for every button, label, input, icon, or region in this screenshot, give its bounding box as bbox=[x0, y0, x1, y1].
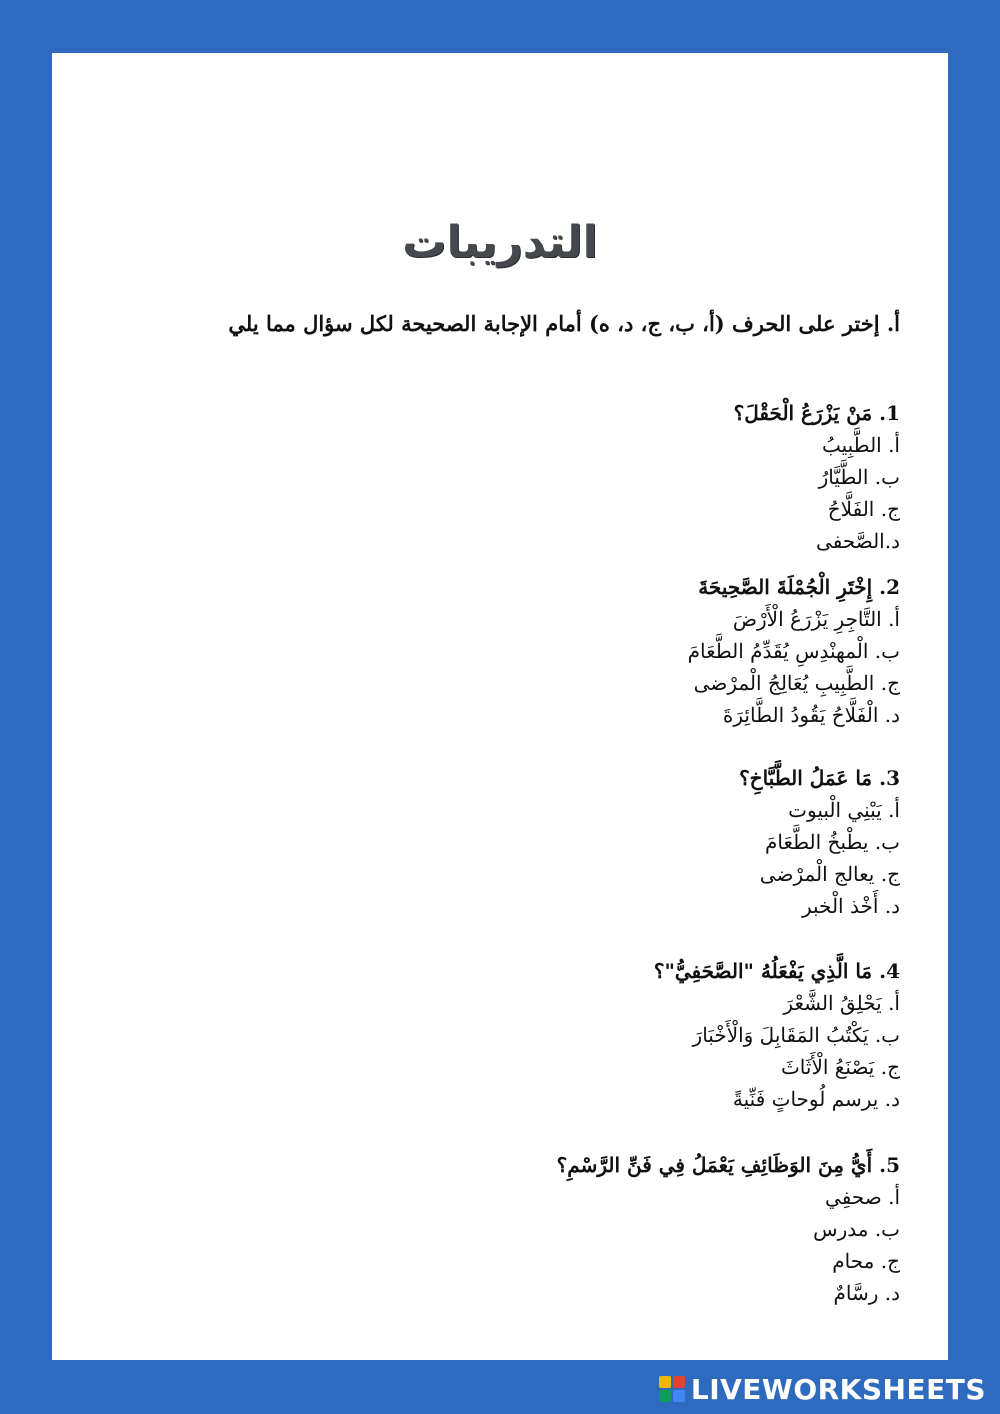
option-d[interactable]: د. الْفَلَّاحُ يَقُودُ الطَّائِرَةَ bbox=[722, 703, 900, 727]
option-c[interactable]: ج. الطَّبِيبِ يُعَالِجُ الْمرْضى bbox=[693, 671, 900, 695]
logo-square-2 bbox=[673, 1376, 685, 1388]
option-b[interactable]: ب. يطْبخُ الطَّعَامَ bbox=[765, 830, 900, 854]
option-b[interactable]: ب. الْمهنْدِسِ يُقَدِّمُ الطَّعَامَ bbox=[687, 639, 900, 663]
option-c[interactable]: ج. يَصْنَعُ الْأَثَاثَ bbox=[780, 1055, 900, 1079]
brand-text: LIVEWORKSHEETS bbox=[690, 1372, 986, 1406]
option-a[interactable]: أ. الطَّبِيبُ bbox=[821, 433, 900, 457]
question-text: 2. إِخْتَرِ الْجُمْلَةَ الصَّحِيحَةَ bbox=[698, 575, 900, 599]
liveworksheets-branding[interactable] bbox=[659, 1372, 986, 1406]
question-4 bbox=[340, 955, 900, 1115]
question-text: 4. مَا الَّذِي يَفْعَلُهُ "الصَّحَفِيُّ"؟ bbox=[653, 959, 900, 983]
instruction-text: أ. إختر على الحرف (أ، ب، ج، د، ه) أمام الإجابة الصحيحة لكل سؤال مما يلي bbox=[228, 311, 900, 336]
question-2 bbox=[340, 571, 900, 731]
question-3 bbox=[340, 762, 900, 922]
option-a[interactable]: أ. يَبْنِي الْبيوت bbox=[788, 798, 900, 822]
logo-square-3 bbox=[659, 1390, 671, 1402]
option-c[interactable]: ج. الفَلَّاحُ bbox=[827, 497, 900, 521]
option-a[interactable]: أ. التَّاجِرِ يَزْرَعُ الْأَرْضَ bbox=[732, 607, 900, 631]
option-c[interactable]: ج. محام bbox=[832, 1249, 900, 1273]
option-c[interactable]: ج. يعالج الْمرْضى bbox=[759, 862, 900, 886]
question-text: 3. مَا عَمَلُ الطَّبَّاخِ؟ bbox=[739, 766, 900, 790]
option-a[interactable]: أ. صحفِي bbox=[825, 1185, 900, 1209]
option-d[interactable]: د. أَخْذ الْخبر bbox=[801, 894, 900, 918]
question-1 bbox=[340, 397, 900, 557]
option-a[interactable]: أ. يَحْلِقُ الشَّعْرَ bbox=[783, 991, 900, 1015]
option-b[interactable]: ب. الطَّيَّارُ bbox=[818, 465, 900, 489]
question-5 bbox=[340, 1149, 900, 1309]
option-b[interactable]: ب. مدرس bbox=[813, 1217, 900, 1241]
liveworksheets-logo-icon bbox=[659, 1376, 685, 1402]
question-text: 1. مَنْ يَزْرَعُ الْحَقْلَ؟ bbox=[733, 401, 900, 425]
worksheet-page bbox=[52, 53, 948, 1360]
option-b[interactable]: ب. يَكْتُبُ المَقَابِلَ وَالْأَخْبَارَ bbox=[692, 1023, 900, 1047]
logo-square-4 bbox=[673, 1390, 685, 1402]
option-d[interactable]: د. رسَّامٌ bbox=[833, 1281, 900, 1305]
option-d[interactable]: د.الصَّحفى bbox=[816, 529, 900, 553]
option-d[interactable]: د. يرسم لُوحاتٍ فَنِّيةً bbox=[732, 1087, 900, 1111]
page-title: التدريبات bbox=[402, 217, 598, 268]
question-text: 5. أَيُّ مِنَ الوَظَائِفِ يَعْمَلُ فِي فَنِّ الرَّسْمِ؟ bbox=[556, 1153, 900, 1177]
logo-square-1 bbox=[659, 1376, 671, 1388]
